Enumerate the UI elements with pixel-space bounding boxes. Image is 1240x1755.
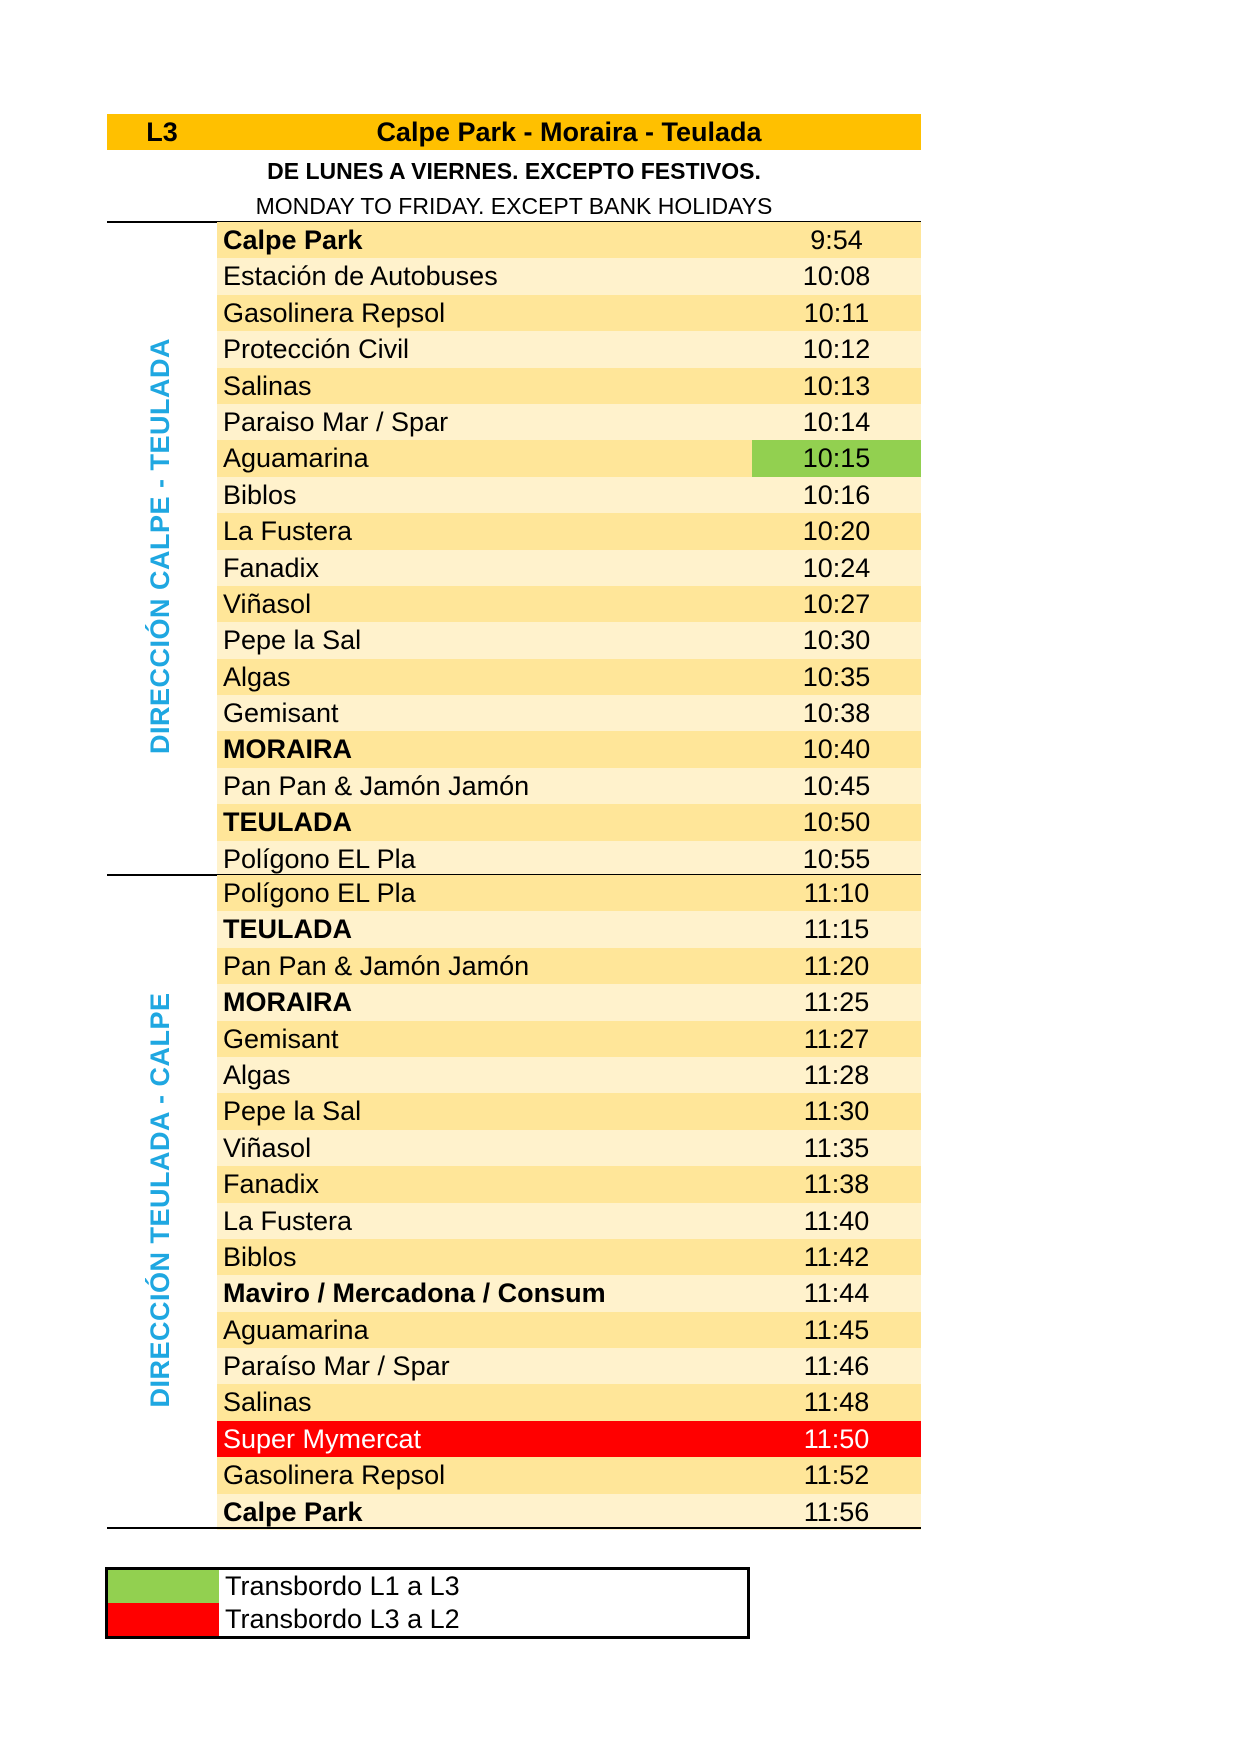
stop-name: La Fustera bbox=[223, 516, 353, 547]
green-swatch bbox=[108, 1570, 219, 1603]
departure-time: 9:54 bbox=[810, 225, 863, 255]
stop-name: Gasolinera Repsol bbox=[223, 1460, 446, 1491]
stop-name: Protección Civil bbox=[223, 334, 410, 365]
departure-time: 10:12 bbox=[802, 334, 871, 365]
stop-name: Viñasol bbox=[223, 1132, 312, 1163]
stop-name: Calpe Park bbox=[223, 225, 363, 255]
stop-name: MORAIRA bbox=[223, 987, 352, 1018]
timetable-row bbox=[217, 875, 921, 911]
departure-time: 10:16 bbox=[802, 479, 871, 510]
stop-name: Algas bbox=[223, 661, 291, 692]
departure-time: 10:45 bbox=[802, 770, 871, 801]
departure-time: 11:56 bbox=[803, 1496, 870, 1527]
stop-name: Salinas bbox=[223, 1387, 312, 1418]
departure-time: 10:40 bbox=[802, 734, 871, 765]
departure-time: 10:15 bbox=[752, 440, 921, 476]
stop-name: Pepe la Sal bbox=[223, 1096, 362, 1127]
stop-name: TEULADA bbox=[223, 914, 352, 945]
route-header bbox=[107, 114, 921, 150]
stop-name: Biblos bbox=[223, 479, 297, 510]
stop-name: Estación de Autobuses bbox=[223, 261, 498, 292]
stop-name: Super Mymercat bbox=[223, 1423, 422, 1454]
direction-label-return: DIRECCIÓN TEULADA - CALPE bbox=[145, 992, 175, 1408]
stop-name: MORAIRA bbox=[223, 734, 352, 765]
timetable-row bbox=[217, 911, 921, 947]
departure-time: 11:48 bbox=[803, 1387, 870, 1418]
timetable-row bbox=[217, 1421, 921, 1457]
timetable-row bbox=[217, 404, 921, 440]
stop-name: TEULADA bbox=[223, 807, 352, 838]
timetable-row bbox=[217, 1312, 921, 1348]
schedule-days-es: DE LUNES A VIERNES. EXCEPTO FESTIVOS. bbox=[267, 158, 761, 184]
departure-time: 10:13 bbox=[802, 370, 871, 401]
timetable-row bbox=[217, 1021, 921, 1057]
legend-text: Transbordo L3 a L2 bbox=[225, 1604, 460, 1634]
timetable-row bbox=[217, 768, 921, 804]
departure-time: 10:11 bbox=[803, 297, 870, 328]
departure-time: 11:27 bbox=[803, 1023, 870, 1054]
timetable-row bbox=[217, 258, 921, 294]
stop-name: Gasolinera Repsol bbox=[223, 297, 446, 328]
direction-label-outbound: DIRECCIÓN CALPE - TEULADA bbox=[145, 338, 175, 754]
departure-time: 11:52 bbox=[803, 1460, 870, 1491]
departure-time: 10:55 bbox=[802, 843, 871, 874]
stop-name: Gemisant bbox=[223, 698, 339, 729]
timetable-row bbox=[217, 295, 921, 331]
stop-name: Biblos bbox=[223, 1241, 297, 1272]
departure-time: 11:45 bbox=[803, 1314, 870, 1345]
stop-name: Gemisant bbox=[223, 1023, 339, 1054]
stop-name: Polígono EL Pla bbox=[223, 843, 416, 874]
departure-time: 11:46 bbox=[803, 1351, 870, 1382]
stop-name: Pan Pan & Jamón Jamón bbox=[223, 950, 530, 981]
stop-name: Aguamarina bbox=[223, 443, 369, 474]
timetable-row bbox=[217, 1203, 921, 1239]
stop-name: Algas bbox=[223, 1059, 291, 1090]
departure-time: 11:20 bbox=[803, 950, 870, 981]
timetable-row bbox=[217, 440, 921, 476]
stop-name: Fanadix bbox=[223, 1169, 320, 1200]
line-code: L3 bbox=[146, 117, 178, 147]
departure-time: 10:20 bbox=[802, 516, 871, 547]
departure-time: 11:50 bbox=[803, 1423, 870, 1454]
timetable-row bbox=[217, 695, 921, 731]
stop-name: Maviro / Mercadona / Consum bbox=[223, 1278, 606, 1309]
departure-time: 11:35 bbox=[803, 1132, 870, 1163]
timetable-row bbox=[217, 1130, 921, 1166]
timetable-row bbox=[217, 586, 921, 622]
departure-time: 11:44 bbox=[803, 1278, 870, 1309]
departure-time: 11:30 bbox=[803, 1096, 870, 1127]
schedule-days-en: MONDAY TO FRIDAY. EXCEPT BANK HOLIDAYS bbox=[255, 193, 773, 219]
stop-name: Fanadix bbox=[223, 552, 320, 583]
route-title: Calpe Park - Moraira - Teulada bbox=[376, 117, 762, 147]
legend-item bbox=[108, 1603, 747, 1636]
timetable-row bbox=[217, 1494, 921, 1530]
stop-name: Paraíso Mar / Spar bbox=[223, 1351, 450, 1382]
timetable-row bbox=[217, 1275, 921, 1311]
timetable-row bbox=[217, 1057, 921, 1093]
departure-time: 11:28 bbox=[803, 1059, 870, 1090]
departure-time: 11:38 bbox=[803, 1169, 870, 1200]
departure-time: 10:14 bbox=[802, 406, 871, 437]
stop-name: Viñasol bbox=[223, 588, 312, 619]
divider-bottom bbox=[107, 1527, 921, 1529]
timetable-row bbox=[217, 550, 921, 586]
departure-time: 10:50 bbox=[802, 807, 871, 838]
departure-time: 10:08 bbox=[802, 261, 871, 292]
timetable-row bbox=[217, 1239, 921, 1275]
stop-name: Pepe la Sal bbox=[223, 625, 362, 656]
timetable-row bbox=[217, 513, 921, 549]
timetable-row bbox=[217, 222, 921, 258]
stop-name: Salinas bbox=[223, 370, 312, 401]
timetable-row bbox=[217, 841, 921, 877]
outbound-timetable bbox=[217, 222, 921, 877]
stop-name: Paraiso Mar / Spar bbox=[223, 406, 449, 437]
timetable-row bbox=[217, 1457, 921, 1493]
departure-time: 10:35 bbox=[802, 661, 871, 692]
legend-item bbox=[108, 1570, 747, 1603]
stop-name: Pan Pan & Jamón Jamón bbox=[223, 770, 530, 801]
red-swatch bbox=[108, 1603, 219, 1636]
timetable-row bbox=[217, 1166, 921, 1202]
departure-time: 11:40 bbox=[803, 1205, 870, 1236]
departure-time: 11:42 bbox=[803, 1241, 870, 1272]
timetable-row bbox=[217, 368, 921, 404]
timetable-row bbox=[217, 659, 921, 695]
stop-name: Polígono EL Pla bbox=[223, 878, 416, 908]
departure-time: 11:25 bbox=[803, 987, 870, 1018]
timetable-row bbox=[217, 731, 921, 767]
timetable-row bbox=[217, 331, 921, 367]
timetable-row bbox=[217, 804, 921, 840]
departure-time: 10:38 bbox=[802, 698, 871, 729]
timetable-row bbox=[217, 477, 921, 513]
return-timetable bbox=[217, 875, 921, 1530]
timetable-row bbox=[217, 1093, 921, 1129]
departure-time: 10:27 bbox=[802, 588, 871, 619]
timetable-row bbox=[217, 1384, 921, 1420]
departure-time: 10:30 bbox=[802, 625, 871, 656]
transfer-legend bbox=[105, 1567, 750, 1639]
stop-name: Aguamarina bbox=[223, 1314, 369, 1345]
departure-time: 11:10 bbox=[803, 878, 870, 908]
stop-name: Calpe Park bbox=[223, 1496, 363, 1527]
departure-time: 10:24 bbox=[802, 552, 871, 583]
departure-time: 11:15 bbox=[803, 914, 870, 945]
timetable-row bbox=[217, 984, 921, 1020]
timetable-row bbox=[217, 1348, 921, 1384]
timetable-row bbox=[217, 948, 921, 984]
legend-text: Transbordo L1 a L3 bbox=[225, 1571, 460, 1601]
timetable-row bbox=[217, 622, 921, 658]
stop-name: La Fustera bbox=[223, 1205, 353, 1236]
